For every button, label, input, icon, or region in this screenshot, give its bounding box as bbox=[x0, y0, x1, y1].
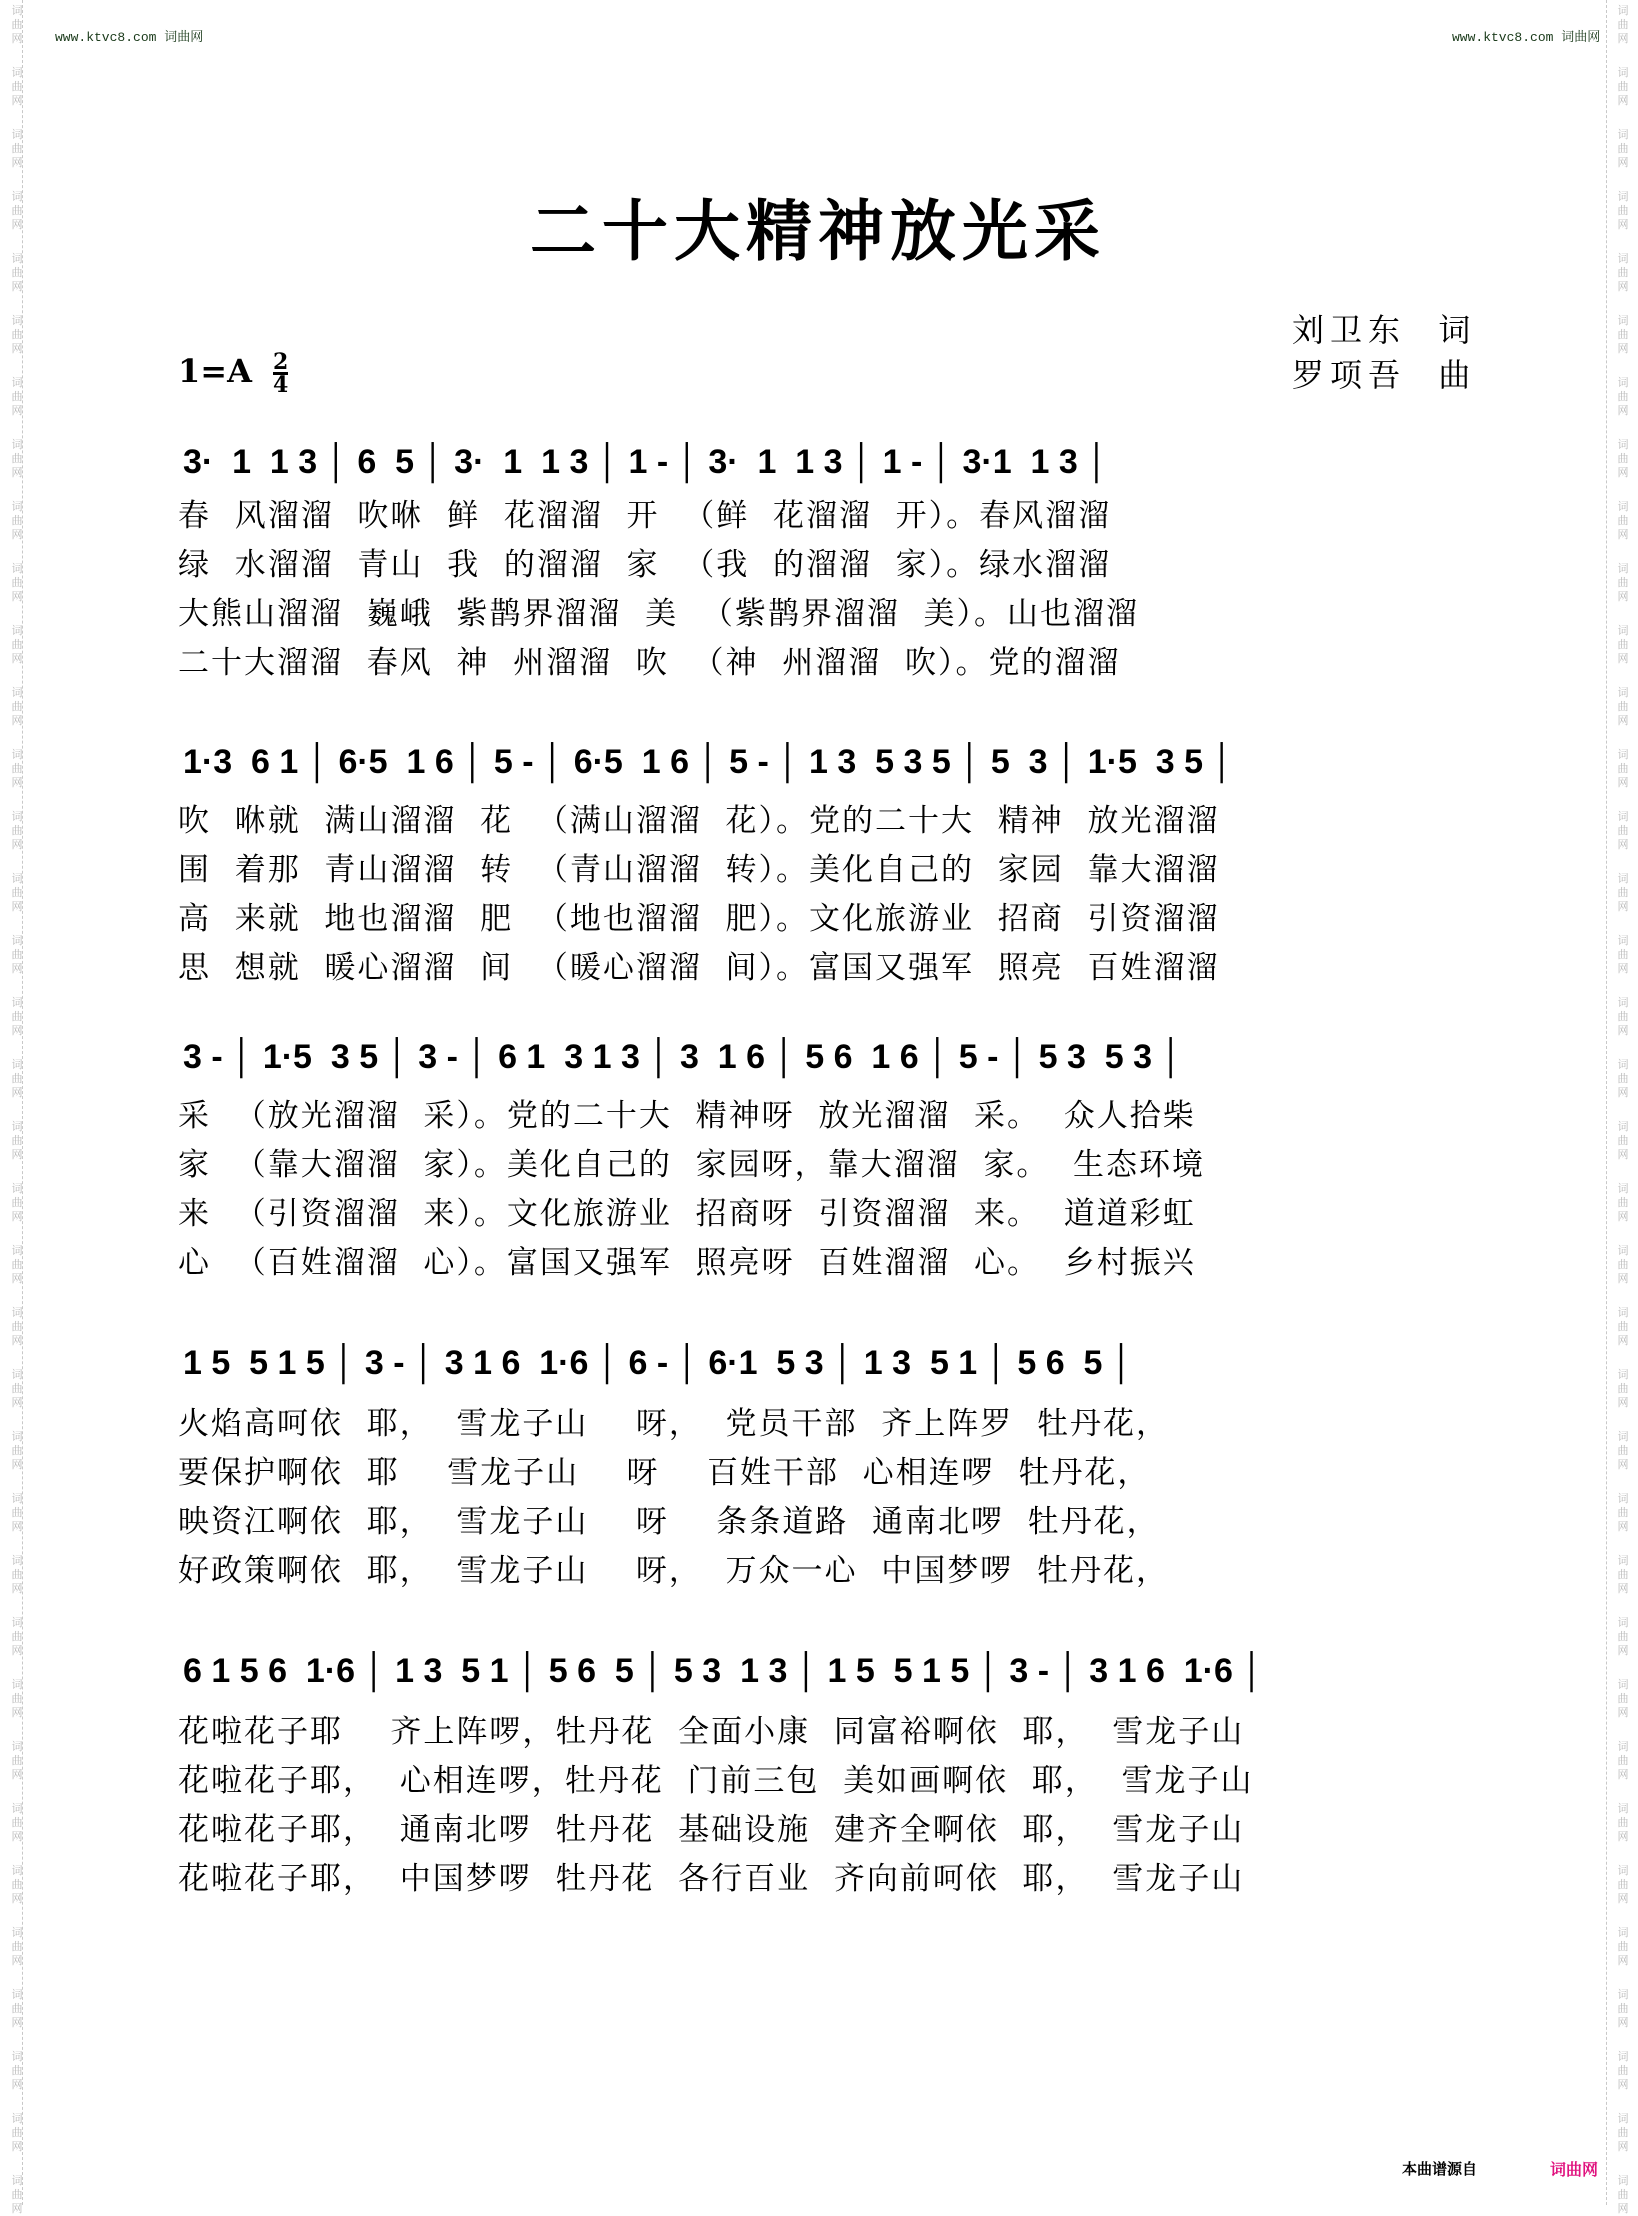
watermark-block: 词 曲 网 bbox=[1617, 1492, 1629, 1533]
watermark-block: 词 曲 网 bbox=[11, 1368, 23, 1409]
watermark-block: 词 曲 网 bbox=[11, 500, 23, 541]
watermark-block: 词 曲 网 bbox=[1617, 1678, 1629, 1719]
lyric-line-3-3: 来 （引资溜溜 来）。文化旅游业 招商呀 引资溜溜 来。 道道彩虹 bbox=[178, 1196, 1196, 1232]
watermark-block: 词 曲 网 bbox=[1617, 1306, 1629, 1347]
watermark-block: 词 曲 网 bbox=[11, 252, 23, 293]
watermark-block: 词 曲 网 bbox=[1617, 1926, 1629, 1967]
notation-line-1: 3· 1 1 3 │ 6 5 │ 3· 1 1 3 │ 1 - │ 3· 1 1 3 │ 1 - │ 3·1 1 3 │ bbox=[183, 443, 1109, 481]
source-site-link[interactable]: 词曲网 bbox=[1550, 2160, 1599, 2179]
watermark-block: 词 曲 网 bbox=[11, 4, 23, 45]
watermark-block: 词 曲 网 bbox=[11, 1554, 23, 1595]
lyric-line-1-2: 绿 水溜溜 青山 我 的溜溜 家 （我 的溜溜 家）。绿水溜溜 bbox=[178, 547, 1112, 583]
lyric-line-4-3: 映资江啊依 耶， 雪龙子山 呀 条条道路 通南北啰 牡丹花， bbox=[178, 1504, 1160, 1540]
lyric-line-4-2: 要保护啊依 耶 雪龙子山 呀 百姓干部 心相连啰 牡丹花， bbox=[178, 1455, 1151, 1491]
notation-line-3: 3 - │ 1·5 3 5 │ 3 - │ 6 1 3 1 3 │ 3 1 6 │ 5 6 1 6 │ 5 - │ 5 3 5 3 │ bbox=[183, 1038, 1183, 1076]
site-link-left[interactable]: www.ktvc8.com 词曲网 bbox=[55, 30, 204, 45]
watermark-block: 词 曲 网 bbox=[11, 190, 23, 231]
watermark-block: 词 曲 网 bbox=[11, 1244, 23, 1285]
watermark-block: 词 曲 网 bbox=[11, 2050, 23, 2091]
watermark-block: 词 曲 网 bbox=[11, 66, 23, 107]
notation-line-2: 1·3 6 1 │ 6·5 1 6 │ 5 - │ 6·5 1 6 │ 5 - │ 1 3 5 3 5 │ 5 3 │ 1·5 3 5 │ bbox=[183, 743, 1234, 781]
time-denominator: 4 bbox=[273, 372, 289, 398]
watermark-block: 词 曲 网 bbox=[11, 314, 23, 355]
watermark-block: 词 曲 网 bbox=[1617, 1616, 1629, 1657]
watermark-block: 词 曲 网 bbox=[11, 1182, 23, 1223]
key-signature bbox=[178, 349, 289, 398]
watermark-block: 词 曲 网 bbox=[11, 934, 23, 975]
watermark-block: 词 曲 网 bbox=[1617, 2174, 1629, 2215]
lyric-line-1-4: 二十大溜溜 春风 神 州溜溜 吹 （神 州溜溜 吹）。党的溜溜 bbox=[178, 645, 1121, 681]
lyric-line-3-2: 家 （靠大溜溜 家）。美化自己的 家园呀，靠大溜溜 家。 生态环境 bbox=[178, 1147, 1206, 1183]
watermark-block: 词 曲 网 bbox=[11, 376, 23, 417]
watermark-block: 词 曲 网 bbox=[11, 1926, 23, 1967]
lyric-line-5-3: 花啦花子耶， 通南北啰 牡丹花 基础设施 建齐全啊依 耶， 雪龙子山 bbox=[178, 1812, 1245, 1848]
watermark-block: 词 曲 网 bbox=[1617, 934, 1629, 975]
watermark-block: 词 曲 网 bbox=[11, 624, 23, 665]
watermark-block: 词 曲 网 bbox=[11, 438, 23, 479]
watermark-block: 词 曲 网 bbox=[11, 1988, 23, 2029]
watermark-block: 词 曲 网 bbox=[11, 1492, 23, 1533]
watermark-block: 词 曲 网 bbox=[1617, 376, 1629, 417]
watermark-block: 词 曲 网 bbox=[11, 128, 23, 169]
lyric-line-4-4: 好政策啊依 耶， 雪龙子山 呀， 万众一心 中国梦啰 牡丹花， bbox=[178, 1553, 1169, 1589]
composer-credit: 罗项吾 曲 bbox=[1292, 356, 1477, 394]
right-margin-guide bbox=[1606, 0, 1607, 2205]
watermark-block: 词 曲 网 bbox=[11, 1740, 23, 1781]
site-link-right[interactable]: www.ktvc8.com 词曲网 bbox=[1452, 30, 1601, 45]
watermark-block: 词 曲 网 bbox=[11, 1430, 23, 1471]
notation-line-4: 1 5 5 1 5 │ 3 - │ 3 1 6 1·6 │ 6 - │ 6·1 5 3 │ 1 3 5 1 │ 5 6 5 │ bbox=[183, 1344, 1134, 1382]
lyric-line-5-4: 花啦花子耶， 中国梦啰 牡丹花 各行百业 齐向前呵依 耶， 雪龙子山 bbox=[178, 1861, 1245, 1897]
watermark-block: 词 曲 网 bbox=[11, 2174, 23, 2215]
source-label: 本曲谱源自 bbox=[1402, 2160, 1478, 2178]
watermark-block: 词 曲 网 bbox=[11, 810, 23, 851]
watermark-block: 词 曲 网 bbox=[1617, 624, 1629, 665]
watermark-block: 词 曲 网 bbox=[1617, 810, 1629, 851]
watermark-block: 词 曲 网 bbox=[1617, 2050, 1629, 2091]
watermark-block: 词 曲 网 bbox=[1617, 872, 1629, 913]
watermark-block: 词 曲 网 bbox=[11, 872, 23, 913]
lyric-line-2-4: 思 想就 暖心溜溜 间 （暖心溜溜 间）。富国又强军 照亮 百姓溜溜 bbox=[178, 950, 1220, 986]
watermark-block: 词 曲 网 bbox=[1617, 1740, 1629, 1781]
lyric-line-2-1: 吹 咻就 满山溜溜 花 （满山溜溜 花）。党的二十大 精神 放光溜溜 bbox=[178, 803, 1220, 839]
watermark-block: 词 曲 网 bbox=[1617, 500, 1629, 541]
lyric-line-1-3: 大熊山溜溜 巍峨 紫鹊界溜溜 美 （紫鹊界溜溜 美）。山也溜溜 bbox=[178, 596, 1140, 632]
song-title: 二十大精神放光采 bbox=[530, 192, 1106, 270]
time-signature bbox=[273, 349, 289, 398]
watermark-block: 词 曲 网 bbox=[11, 562, 23, 603]
watermark-block: 词 曲 网 bbox=[11, 1120, 23, 1161]
watermark-block: 词 曲 网 bbox=[1617, 686, 1629, 727]
right-watermark-strip bbox=[1608, 0, 1638, 2215]
watermark-block: 词 曲 网 bbox=[11, 1802, 23, 1843]
watermark-block: 词 曲 网 bbox=[1617, 1368, 1629, 1409]
lyric-line-5-2: 花啦花子耶， 心相连啰，牡丹花 门前三包 美如画啊依 耶， 雪龙子山 bbox=[178, 1763, 1254, 1799]
lyric-line-2-3: 高 来就 地也溜溜 肥 （地也溜溜 肥）。文化旅游业 招商 引资溜溜 bbox=[178, 901, 1220, 937]
watermark-block: 词 曲 网 bbox=[1617, 1182, 1629, 1223]
watermark-block: 词 曲 网 bbox=[1617, 190, 1629, 231]
watermark-block: 词 曲 网 bbox=[1617, 1430, 1629, 1471]
watermark-block: 词 曲 网 bbox=[1617, 1554, 1629, 1595]
watermark-block: 词 曲 网 bbox=[1617, 128, 1629, 169]
watermark-block: 词 曲 网 bbox=[11, 996, 23, 1037]
key-label: 1=A bbox=[178, 352, 252, 390]
watermark-block: 词 曲 网 bbox=[11, 2112, 23, 2153]
watermark-block: 词 曲 网 bbox=[1617, 1864, 1629, 1905]
watermark-block: 词 曲 网 bbox=[1617, 314, 1629, 355]
lyric-line-5-1: 花啦花子耶 齐上阵啰，牡丹花 全面小康 同富裕啊依 耶， 雪龙子山 bbox=[178, 1714, 1245, 1750]
watermark-block: 词 曲 网 bbox=[1617, 996, 1629, 1037]
lyric-line-1-1: 春 风溜溜 吹咻 鲜 花溜溜 开 （鲜 花溜溜 开）。春风溜溜 bbox=[178, 498, 1112, 534]
watermark-block: 词 曲 网 bbox=[1617, 1988, 1629, 2029]
watermark-block: 词 曲 网 bbox=[1617, 438, 1629, 479]
watermark-block: 词 曲 网 bbox=[11, 1616, 23, 1657]
watermark-block: 词 曲 网 bbox=[1617, 1802, 1629, 1843]
watermark-block: 词 曲 网 bbox=[11, 1864, 23, 1905]
lyric-line-3-4: 心 （百姓溜溜 心）。富国又强军 照亮呀 百姓溜溜 心。 乡村振兴 bbox=[178, 1245, 1196, 1281]
watermark-block: 词 曲 网 bbox=[11, 686, 23, 727]
watermark-block: 词 曲 网 bbox=[1617, 1120, 1629, 1161]
watermark-block: 词 曲 网 bbox=[1617, 2112, 1629, 2153]
watermark-block: 词 曲 网 bbox=[11, 1306, 23, 1347]
watermark-block: 词 曲 网 bbox=[1617, 562, 1629, 603]
notation-line-5: 6 1 5 6 1·6 │ 1 3 5 1 │ 5 6 5 │ 5 3 1 3 │ 1 5 5 1 5 │ 3 - │ 3 1 6 1·6 │ bbox=[183, 1652, 1264, 1690]
lyric-line-2-2: 围 着那 青山溜溜 转 （青山溜溜 转）。美化自己的 家园 靠大溜溜 bbox=[178, 852, 1220, 888]
lyricist-credit: 刘卫东 词 bbox=[1292, 311, 1477, 349]
time-numerator: 2 bbox=[273, 349, 289, 375]
lyric-line-4-1: 火焰高呵依 耶， 雪龙子山 呀， 党员干部 齐上阵罗 牡丹花， bbox=[178, 1406, 1169, 1442]
watermark-block: 词 曲 网 bbox=[11, 748, 23, 789]
watermark-block: 词 曲 网 bbox=[11, 1678, 23, 1719]
watermark-block: 词 曲 网 bbox=[1617, 4, 1629, 45]
left-watermark-strip bbox=[2, 0, 32, 2215]
watermark-block: 词 曲 网 bbox=[11, 1058, 23, 1099]
watermark-block: 词 曲 网 bbox=[1617, 748, 1629, 789]
watermark-block: 词 曲 网 bbox=[1617, 252, 1629, 293]
left-margin-guide bbox=[22, 0, 23, 2205]
lyric-line-3-1: 采 （放光溜溜 采）。党的二十大 精神呀 放光溜溜 采。 众人拾柴 bbox=[178, 1098, 1196, 1134]
watermark-block: 词 曲 网 bbox=[1617, 1244, 1629, 1285]
watermark-block: 词 曲 网 bbox=[1617, 66, 1629, 107]
watermark-block: 词 曲 网 bbox=[1617, 1058, 1629, 1099]
